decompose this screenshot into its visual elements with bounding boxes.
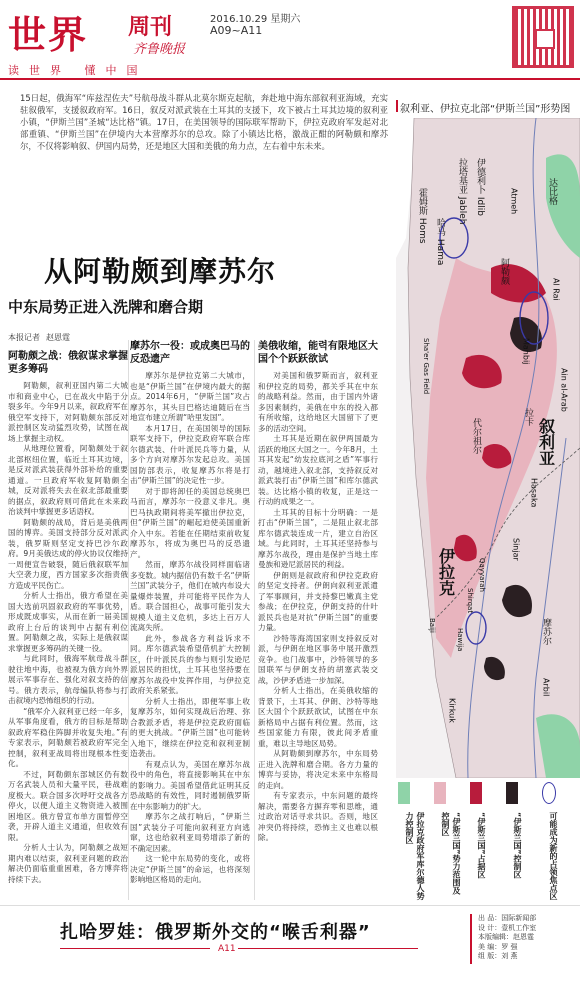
byline-name: 赵恩霆 <box>46 333 70 342</box>
section-subhead: 阿勒颇之战：俄叙谋求掌握更多筹码 <box>8 351 128 375</box>
evening-paper-name: 齐鲁晚报 <box>133 42 186 57</box>
map-label-hawija: Hawija <box>456 628 464 652</box>
map-label-arbil: Arbil <box>541 678 551 697</box>
paragraph: 阿勒颇的战局，背后是美俄两国的博弈。美国支持部分反对派武装，俄罗斯则坚定支持巴沙尔政府。9月美俄达成的停火协议仅维持一周便宣告破裂，随后俄叙联军加大空袭力度，西方国家多次指责俄方造成平民伤亡。 <box>8 517 128 590</box>
map-label-shaer: Sha'er Gas Field <box>422 338 430 395</box>
paragraph: 分析人士指出，在美俄收缩的背景下，土耳其、伊朗、沙特等地区大国个个跃跃欲试，试图在中东新格局中占据有利位置。然而，这些国家能力有限，彼此间矛盾重重，难以主导地区局势。 <box>258 686 378 748</box>
credits <box>478 914 536 962</box>
map-label-ainalarab: Ain al-Arab <box>559 368 569 412</box>
weekly-label: 周刊 <box>128 15 173 40</box>
slogan: 读世界 懂中国 <box>8 64 148 77</box>
paragraph: “俄军介入叙利亚已经一年多，从军事角度看，俄方的目标是帮助叙政府军稳住阵脚并收复失地。”有专家表示，阿勒颇若被政府军完全控制，叙利亚战局将出现根本性变化。 <box>8 706 128 768</box>
paragraph: 对于即将卸任的美国总统奥巴马而言，摩苏尔一役意义非凡。奥巴马执政期间将美军撤出伊拉克，但“伊斯兰国”的崛起迫使美国重新介入中东。若能在任期结束前收复摩苏尔，将成为奥巴马的反恐遗产。 <box>130 486 250 559</box>
legend-item <box>506 782 534 902</box>
teaser-rule <box>238 948 418 949</box>
map-label-shirqat: Shirqat <box>466 588 474 614</box>
legend-item <box>470 782 498 902</box>
masthead <box>0 0 580 80</box>
legend-swatch <box>542 782 556 804</box>
map-label-manbij: Manbij <box>521 338 531 365</box>
paragraph: 土耳其是近期在叙伊两国最为活跃的地区大国之一。今年8月，土耳其发起“幼发拉底河之盾”军事行动，越境进入叙北部，支持叙反对派武装打击“伊斯兰国”和库尔德武装。达比格小镇的收复，正是这一行动的成果之一。 <box>258 434 378 506</box>
paragraph: 摩苏尔是伊拉克第二大城市，也是“伊斯兰国”在伊境内最大的据点。2014年6月，“伊斯兰国”攻占摩苏尔，其头目巴格达迪随后在当地宣布建立所谓“哈里发国”。 <box>130 371 250 422</box>
teaser-page[interactable]: A11 <box>218 944 236 954</box>
paragraph: 伊朗则是叙政府和伊拉克政府的坚定支持者。伊朗向叙利亚派遣了军事顾问，并支持黎巴嫩真主党参战；在伊拉克，伊朗支持的什叶派民兵也是对抗“伊斯兰国”的重要力量。 <box>258 570 378 632</box>
map-label-dabiq: 达比格 <box>547 178 557 205</box>
situation-map <box>396 118 580 778</box>
legend-label: “伊斯兰国”控制区 <box>513 812 522 879</box>
teaser-rule <box>60 948 210 949</box>
lead-paragraph: 15日起，俄海军“库兹涅佐夫”号航母战斗群从北莫尔斯克起航，奔赴地中海东部叙利亚海域，充实驻叙俄军，支援叙政府军。16日，叙反对派武装在土耳其的支援下，攻下被占土耳其边境的叙利亚小镇，“伊斯兰国”圣城“达比格”镇。17日，在美国领导的国际联军帮助下，伊拉克政府军发起对北部重镇、“伊斯兰国”在伊境内大本营摩苏尔的总攻。除了小镇达比格，激战正酣的阿勒颇和摩苏尔，不仅将影响叙、伊国内局势，还是地区大国和美俄的角力点，左右着中东未来。 <box>20 93 388 151</box>
column-divider <box>254 340 255 900</box>
paragraph: 然而，摩苏尔战役同样面临诸多变数。城内据信仍有数千名“伊斯兰国”武装分子，他们在城内布设大量爆炸装置，并可能将平民作为人盾。联合国担心，战事可能引发大规模人道主义危机，多达上百万人流离失所。 <box>130 560 250 632</box>
map-label-baiji: Baiji <box>428 618 436 633</box>
map-label-atmeh: Atmeh <box>509 188 519 215</box>
map-label-mosul: 摩苏尔 <box>541 618 551 645</box>
subheadline: 中东局势正进入洗牌和磨合期 <box>8 298 204 316</box>
legend-item <box>398 782 426 902</box>
map-label-jableh: 拉塔基亚 Jableh <box>457 158 467 225</box>
credit-line: 组 版：刘 燕 <box>478 952 518 961</box>
credit-line: 本版编辑：赵恩霆 <box>478 933 534 942</box>
paragraph: 沙特等海湾国家则支持叙反对派，与伊朗在地区事务中展开激烈竞争。也门战事中，沙特领导的多国联军与伊朗支持的胡塞武装交战，沙伊矛盾进一步加深。 <box>258 633 378 685</box>
paragraph: 有观点认为，美国在摩苏尔战役中的角色，将直接影响其在中东的影响力。美国希望借此证明其反恐战略的有效性，同时遏制俄罗斯在中东影响力的扩大。 <box>130 759 250 811</box>
map-title: 叙利亚、伊拉克北部“伊斯兰国”形势图 <box>400 104 571 115</box>
map-label-hama: 哈马 Hama <box>435 218 445 266</box>
issue-date: 2016.10.29 星期六 <box>210 14 301 25</box>
map-label-qayyarah: Qayyarah <box>478 558 486 592</box>
section-subhead: 美俄收缩，能력有限地区大国个个跃跃欲试 <box>258 341 378 365</box>
credit-line: 设 计：壹机工作室 <box>478 923 537 932</box>
credit-line: 出 品：国际新闻部 <box>478 914 537 922</box>
next-page-teaser[interactable] <box>0 905 580 965</box>
article-column-2 <box>130 340 250 886</box>
section-subhead: 摩苏尔一役：或成奥巴马的反恐遗产 <box>130 341 250 365</box>
map-label-deir-ezzor: 代尔祖尔 <box>471 418 481 454</box>
paragraph: 这一轮中东局势的变化，或将决定“伊斯兰国”的命运，也将深刻影响地区格局的走向。 <box>130 854 250 884</box>
map-label-kirkuk: Kirkuk <box>447 698 457 723</box>
map-title-marker <box>396 100 398 112</box>
article-column-1 <box>8 350 128 885</box>
map-label-hasaka: Hasaka <box>529 478 539 508</box>
paragraph: 阿勒颇，叙利亚国内第二大城市和商业中心，已在战火中陷于分裂多年。今年9月以来，叙政府军在俄空军支持下，对阿勒颇东部反对派控制区发动猛烈攻势，试图在战场上掌握主动权。 <box>8 381 128 443</box>
paragraph: 不过，阿勒颇东部城区仍有数万名武装人员和大量平民，巷战难度极大。联合国多次呼吁交战各方停火，以便人道主义物资进入被围困地区。俄方曾宣布单方面暂停空袭，开辟人道主义通道，但收效有限。 <box>8 769 128 842</box>
legend-swatch <box>398 782 410 804</box>
paragraph: 分析人士认为，阿勒颇之战短期内难以结束，叙利亚问题的政治解决仍面临重重困难，各方博弈将持续下去。 <box>8 843 128 884</box>
page-range: A09~A11 <box>210 24 263 37</box>
map-label-aleppo: 阿勒颇 <box>499 258 509 285</box>
paragraph: 从地理位置看，阿勒颇处于叙北部枢纽位置，临近土耳其边境，是反对派武装获得外部补给的重要通道。一旦政府军收复阿勒颇全城，反对派将失去在叙北部最重要的据点，叙政府则可借此在未来政治谈判中掌握更多话语权。 <box>8 444 128 516</box>
legend-item <box>434 782 462 902</box>
paragraph: 从阿勒颇到摩苏尔，中东局势正进入洗牌和磨合期。各方力量的博弈与妥协，将决定未来中东格局的走向。 <box>258 749 378 790</box>
legend-swatch <box>470 782 482 804</box>
map-label-idlib: 伊德利卜 Idlib <box>475 158 485 216</box>
map-label-iraq: 伊拉克 <box>436 548 456 596</box>
masthead-divider <box>0 78 580 80</box>
credit-line: 美 编：罗 强 <box>478 942 518 951</box>
map-panel <box>396 82 580 902</box>
teaser-title[interactable]: 扎哈罗娃：俄罗斯外交的“喉舌利器” <box>60 922 371 943</box>
paragraph: 分析人士指出，即便军事上收复摩苏尔，如何实现战后治理、弥合教派矛盾，将是伊拉克政府面临的更大挑战。“伊斯兰国”也可能转入地下，继续在伊拉克和叙利亚制造袭击。 <box>130 696 250 758</box>
map-label-raqqa: 拉卡 <box>523 408 533 426</box>
article-column-3 <box>258 340 378 844</box>
legend-item <box>542 782 570 902</box>
paragraph: 分析人士指出，俄方希望在美国大选前巩固叙政府的军事优势，形成既成事实，从而在新一届美国政府上台后的谈判中占据有利位置。阿勒颇之战，实际上是俄叙谋求掌握更多筹码的关键一役。 <box>8 591 128 653</box>
headline: 从阿勒颇到摩苏尔 <box>44 255 277 288</box>
map-legend <box>396 782 580 902</box>
map-label-sinjar: Sinjar <box>511 538 521 561</box>
bottom-margin <box>0 965 580 995</box>
article <box>0 82 392 902</box>
byline <box>8 332 70 343</box>
legend-label: “伊斯兰国”势力范围及控制区 <box>441 812 461 895</box>
map-label-homs: 霍姆斯 Homs <box>417 188 427 244</box>
legend-swatch <box>434 782 446 804</box>
map-label-alrai: Al Rai <box>551 278 561 301</box>
credits-marker <box>470 914 472 964</box>
legend-swatch <box>506 782 518 804</box>
paragraph: 本月17日，在美国领导的国际联军支持下，伊拉克政府军联合库尔德武装、什叶派民兵等力量，从多个方向对摩苏尔发起总攻。美国国防部表示，收复摩苏尔将是打击“伊斯兰国”的决定性一步。 <box>130 423 250 485</box>
qr-code-icon[interactable] <box>512 6 574 68</box>
paragraph: 此外，参战各方利益诉求不同。库尔德武装希望借机扩大控制区，什叶派民兵的参与则引发逊尼派居民的担忧，土耳其也坚持要在摩苏尔战役中发挥作用，与伊拉克政府关系紧张。 <box>130 633 250 695</box>
paragraph: 土耳其的目标十分明确：一是打击“伊斯兰国”，二是阻止叙北部库尔德武装连成一片，建立自治区域。与此同时，土耳其还坚持参与摩苏尔战役，理由是保护当地土库曼族和逊尼派居民的利益。 <box>258 507 378 569</box>
paragraph: 摩苏尔之战打响后，“伊斯兰国”武装分子可能向叙利亚方向逃窜，这也给叙利亚局势增添了新的不确定因素。 <box>130 812 250 853</box>
column-divider <box>128 340 129 900</box>
paragraph: 有专家表示，中东问题的最终解决，需要各方摒弃零和思维，通过政治对话寻求共识。否则，地区冲突仍将持续，恐怖主义也难以根除。 <box>258 791 378 842</box>
byline-label: 本报记者 <box>8 333 40 342</box>
legend-label: “伊斯兰国”占据区 <box>477 812 486 879</box>
paragraph: 对美国和俄罗斯而言，叙利亚和伊拉克的局势，都关乎其在中东的战略利益。然而，由于国内外诸多因素制约，美俄在中东的投入都有所收缩，这给地区大国留下了更多的活动空间。 <box>258 371 378 433</box>
legend-label: 伊拉克政府军库尔德人势力控制区 <box>405 812 425 900</box>
legend-label: 可能成为新的占领焦点区 <box>549 812 558 900</box>
paragraph: 与此同时，俄海军航母战斗群驶往地中海，也被视为俄方向外界展示军事存在、强化对叙支持的信号。俄方表示，航母编队将参与打击叙境内恐怖组织的行动。 <box>8 654 128 705</box>
newspaper-logo: 世界 <box>8 13 89 57</box>
map-label-syria: 叙利亚 <box>536 418 556 466</box>
